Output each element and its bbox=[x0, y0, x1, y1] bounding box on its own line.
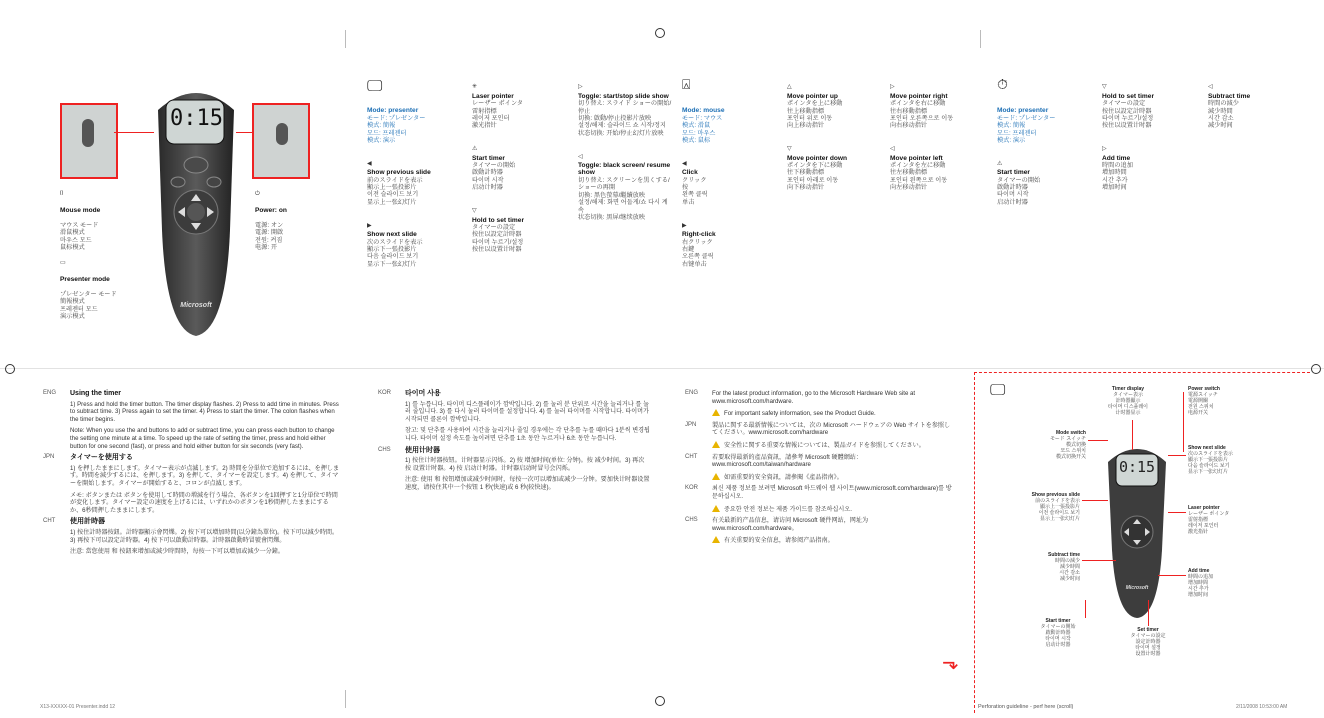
red-turn-arrow-icon: ⬎ bbox=[942, 652, 959, 674]
power-icon: ⏻ bbox=[255, 190, 260, 198]
mouse-mode-label: ⌷ Mouse mode マウス モード 滑鼠模式 마우스 모드 鼠标模式 bbox=[60, 190, 101, 252]
subtract-column: ◁ Subtract time 時間の減少 減少時間 시간 감소 减少时间 bbox=[1208, 76, 1303, 137]
device-illustration bbox=[148, 80, 244, 338]
screen-icon: ▭ bbox=[60, 259, 66, 267]
callout-line bbox=[1088, 440, 1108, 441]
registration-mark bbox=[655, 28, 665, 38]
fold-mark bbox=[345, 690, 346, 708]
callout-line bbox=[1082, 560, 1116, 561]
warning-icon bbox=[712, 409, 720, 416]
mode-switch-zoom bbox=[60, 103, 118, 179]
presenter-mode-label: ▭ Presenter mode プレゼンター モード 簡報模式 프레젠터 모드 演示模式 bbox=[60, 259, 117, 321]
subtract-time-callout: Subtract time 時間の減少 減少時間 시간 감소 减少时间 bbox=[1048, 552, 1080, 582]
left-arrow-icon: ◁ bbox=[890, 145, 895, 153]
warning-icon bbox=[712, 536, 720, 543]
pointer-up-down-column: △ Move pointer up ポインタを上に移動 往上移動指標 포인터 위로 이동 向上移动指针 ▽ Move pointer down ポインタを下に移動 往下移動指標 포인터 아래로 이동 向下移动指针 bbox=[787, 76, 882, 199]
hold-add-column: ▽ Hold to set timer タイマーの設定 按住以設定計時器 타이머 누르기/설정 按住以设置计时器 ▷ Add time 時間の追加 增加時間 시간 추가 增加时间 bbox=[1102, 76, 1197, 199]
laser-pointer-callout: Laser pointer レーザー ポインタ 雷射指標 레이저 포인터 激光指针 bbox=[1188, 505, 1230, 535]
panel-device-brand: Microsoft bbox=[1125, 585, 1149, 591]
callout-line bbox=[1132, 420, 1133, 450]
callout-line bbox=[1148, 600, 1149, 626]
device-time-display: 0:15 bbox=[170, 106, 223, 131]
timer-display-callout: Timer display タイマー表示 計時器顯示 타이머 디스플레이 计时器显示 bbox=[1107, 386, 1149, 416]
left-arrow-icon: ◀ bbox=[367, 159, 372, 167]
start-timer-icon: ⚠ bbox=[472, 145, 478, 153]
product-info: ENG For the latest product information, go to the Microsoft Hardware Web site at www.microsoft.com/hardware. For important safety information, see the Product Guide. JPN 製品に関する最新情報については、次の Microsoft ハードウェアの Web サイトを参照してください。www.microsoft.com/hardware 安全性に関する重要な情報については、製品ガイドを参照してください。 CHT 若要取得最新的產品資訊，請參考 Microsoft 硬體網站：www.microsoft.com/taiwan/hardware 如需重要的安全資訊，請參閱《產品指南》。 KOR 최신 제품 정보를 보려면 Microsoft 하드웨어 웹 사이트(www.microsoft.com/hardware)를 방문하십시오. 중요한 안전 정보는 제품 가이드를 참조하십시오. CHS 有关最新的产品信息，请访问 Microsoft 硬件网站，网址为 www.microsoft.com/hardware。 有关重要的安全信息，请参阅产品指南。 bbox=[685, 390, 952, 545]
add-time-icon: ▷ bbox=[1102, 145, 1107, 153]
stopwatch-icon: ⏱ bbox=[997, 76, 1008, 92]
right-arrow-icon: ▶ bbox=[682, 221, 687, 229]
presenter-screen-icon: 🖵 bbox=[990, 382, 1006, 399]
mode-switch-callout: Mode switch モード スイッチ 模式切換 모드 스위치 模式切换开关 bbox=[1050, 430, 1086, 460]
presenter-screen-icon: 🖵 bbox=[367, 78, 383, 95]
power-switch-zoom bbox=[252, 103, 310, 179]
callout-line bbox=[236, 132, 254, 133]
start-timer-icon: ⚠ bbox=[997, 159, 1003, 167]
left-arrow-icon: ◀ bbox=[682, 159, 687, 167]
pointer-left-right-column: ▷ Move pointer right ポインタを右に移動 往右移動指標 포인터 오른쪽으로 이동 向右移动指针 ◁ Move pointer left ポインタを左に移動 往左移動指標 포인터 왼쪽으로 이동 向左移动指针 bbox=[890, 76, 985, 199]
toggle-column: ▷ Toggle: start/stop slide show 切り替え: スライド ショーの開始/停止 切換: 啟動/停止投影片放映 설정/해제: 슬라이드 쇼 시작/정지 状态切换: 开始/停止幻灯片放映 ◁ Toggle: black screen/ resume show 切り替え: スクリーンを黒くする/ショーの再開 切換: 黑色螢幕/繼續放映 설정/해제: 화면 어둡게/쇼 다시 계속 状态切换: 黑屏/继续放映 bbox=[578, 83, 672, 221]
add-time-callout: Add time 時間の追加 增加時間 시간 추가 增加时间 bbox=[1188, 568, 1214, 598]
mouse-icon: ⌷ bbox=[60, 190, 64, 198]
callout-line bbox=[1168, 455, 1186, 456]
callout-line bbox=[114, 132, 154, 133]
show-next-callout: Show next slide 次のスライドを表示 顯示下一張投影片 다음 슬라이드 보기 显示下一张幻灯片 bbox=[1188, 445, 1233, 475]
start-timer-callout: Start timer タイマーの開始 啟動計時器 타이머 시작 启动计时器 bbox=[1040, 618, 1076, 648]
right-arrow-icon: ▶ bbox=[367, 221, 372, 229]
right-arrow-icon: ▷ bbox=[890, 83, 895, 91]
timer-instructions-left: ENG Using the timer 1) Press and hold the timer button. The timer display flashes. 2) Press to add time in minutes. Press to subtract time. 3) Press again to set the timer. 4) Press to start the timer. The colon flashes when the timer begins. Note: When you use the and buttons to add or subtract time, you can press each button to change the setting one minute at a time. To speed up the rate of setting the timer, press and hold either button for one second (fast), or press and hold either button for six seconds (very fast). JPN タイマーを使用する 1) を押したままにします。タイマー表示が点滅します。2) 時間を分単位で追加するには、を押します。時間を減少するには、を押します。3) を押して、タイマーを設定します。4) を押して、タイマーを開始します。タイマーが開始すると、コロンが点滅します。 メモ: ボタンまたは ボタンを使用して時間の増減を行う場合、各ボタンを1回押すと1分単位で時間が変化します。タイマー設定の速度を上げるには、いずれかのボタンを1秒間押したままにするか、6秒間押したままにします。 CHT 使用計時器 1) 按住計時器按鈕。計時器顯示會閃爍。2) 按下可以增加時間(以分鐘為單位)。按下可以減少時間。3) 再按下可以設定計時器。4) 按下可以啟動計時器。計時器啟動時冒號會閃爍。 注意: 當您使用 和 按鈕來增加或減少時間時，每按一下可以增加或減少一分鐘。 bbox=[43, 390, 340, 556]
callout-line bbox=[1168, 512, 1186, 513]
callout-line bbox=[1183, 392, 1184, 452]
fold-mark bbox=[980, 30, 981, 48]
callout-line bbox=[1082, 500, 1108, 501]
show-previous-callout: Show previous slide 前のスライドを表示 顯示上一張投影片 이전 슬라이드 보기 显示上一张幻灯片 bbox=[1031, 492, 1080, 522]
power-label: ⏻ Power: on 電源: オン 電源: 開啟 전원: 켜짐 电源: 开 bbox=[255, 190, 287, 252]
up-arrow-icon: △ bbox=[787, 83, 792, 91]
laser-column: ✳ Laser pointer レーザー ポインタ 雷射指標 레이저 포인터 激光指针 ⚠ Start timer タイマーの開始 啟動計時器 타이머 시작 启动计时器 ▽ Hold to set timer タイマーの設定 按住以設定計時器 타이머 누르기/설정 按住以设置计时器 bbox=[472, 76, 567, 261]
hold-timer-icon: ▽ bbox=[472, 207, 477, 215]
mouse-mode-icon: ⍓ bbox=[682, 76, 691, 92]
footer-perforation: Perforation guideline - perf here (scroll) bbox=[978, 704, 1074, 710]
play-toggle-icon: ▷ bbox=[578, 83, 583, 91]
mouse-column: Mode: mouse モード: マウス 模式: 滑鼠 모드: 마우스 模式: 鼠标 ◀ Click クリック 按 왼쪽 클릭 单击 ▶ Right-click 右クリック 右鍵 오른쪽 클릭 右键单击 bbox=[682, 100, 777, 276]
warning-icon bbox=[712, 473, 720, 480]
warning-icon bbox=[712, 441, 720, 448]
subtract-time-icon: ◁ bbox=[1208, 83, 1213, 91]
callout-line bbox=[1158, 575, 1186, 576]
registration-mark bbox=[1311, 364, 1321, 374]
fold-mark bbox=[345, 30, 346, 48]
registration-mark bbox=[5, 364, 15, 374]
laser-icon: ✳ bbox=[472, 83, 478, 91]
panel-device-illustration bbox=[1102, 440, 1172, 620]
warning-icon bbox=[712, 505, 720, 512]
footer-date: 2/11/2008 10:53:00 AM bbox=[1236, 704, 1288, 710]
registration-mark bbox=[655, 696, 665, 706]
panel-device-time-display: 0:15 bbox=[1118, 458, 1156, 476]
black-screen-icon: ◁ bbox=[578, 152, 583, 160]
set-timer-callout: Set timer タイマーの設定 設定計時器 타이머 설정 设置计时器 bbox=[1130, 627, 1166, 657]
device-brand-logo: Microsoft bbox=[180, 302, 212, 309]
timer-column: Mode: presenter モード: プレゼンター 模式: 簡報 모드: 프레젠터 模式: 演示 ⚠ Start timer タイマーの開始 啟動計時器 타이머 시작 启动计时器 bbox=[997, 100, 1092, 214]
timer-instructions-mid: KOR 타이머 사용 1) 를 누릅니다. 타이머 디스플레이가 깜박입니다. 2) 를 눌러 분 단위로 시간을 늘리거나 를 눌러 줄입니다. 3) 를 다시 눌러 타이머를 설정합니다. 4) 를 눌러 타이머를 시작합니다. 타이머가 시작되면 콜론이 깜박입니다. 참고: 및 단추를 사용하여 시간을 늘리거나 줄일 경우에는 각 단추를 누를 때마다 1분씩 변경됩니다. 타이머 설정 속도를 높이려면 단추를 1초 동안 누르거나 6초 동안 누릅니다. CHS 使用计时器 1) 按住计时器按钮。计时器显示闪烁。2) 按 增加时间(单位: 分钟)。按 减少时间。3) 再次按 设置计时器。4) 按 启动计时器。计时器启动时冒号会闪烁。 注意: 使用 和 按钮增加或减少时间时，每按一次可以增加或减少一分钟。要加快计时器设置速度，请按住其中一个按钮 1 秒(快速)或 6 秒(较快速)。 bbox=[378, 390, 650, 491]
center-fold-line bbox=[0, 368, 1324, 369]
hold-timer-icon: ▽ bbox=[1102, 83, 1107, 91]
down-arrow-icon: ▽ bbox=[787, 145, 792, 153]
footer-file: X13-XXXXX-01 Presenter.indd 12 bbox=[40, 704, 116, 710]
power-switch-callout: Power switch 電源スイッチ 電源開關 전원 스위치 电源开关 bbox=[1188, 386, 1220, 416]
presenter-column: Mode: presenter モード: プレゼンター 模式: 簡報 모드: 프레젠터 模式: 演示 ◀ Show previous slide 前のスライドを表示 顯示上一張投影片 이전 슬라이드 보기 显示上一张幻灯片 ▶ Show next slide 次のスライドを表示 顯示下一張投影片 다음 슬라이드 보기 显示下一张幻灯片 bbox=[367, 100, 467, 276]
callout-line bbox=[1085, 600, 1086, 618]
